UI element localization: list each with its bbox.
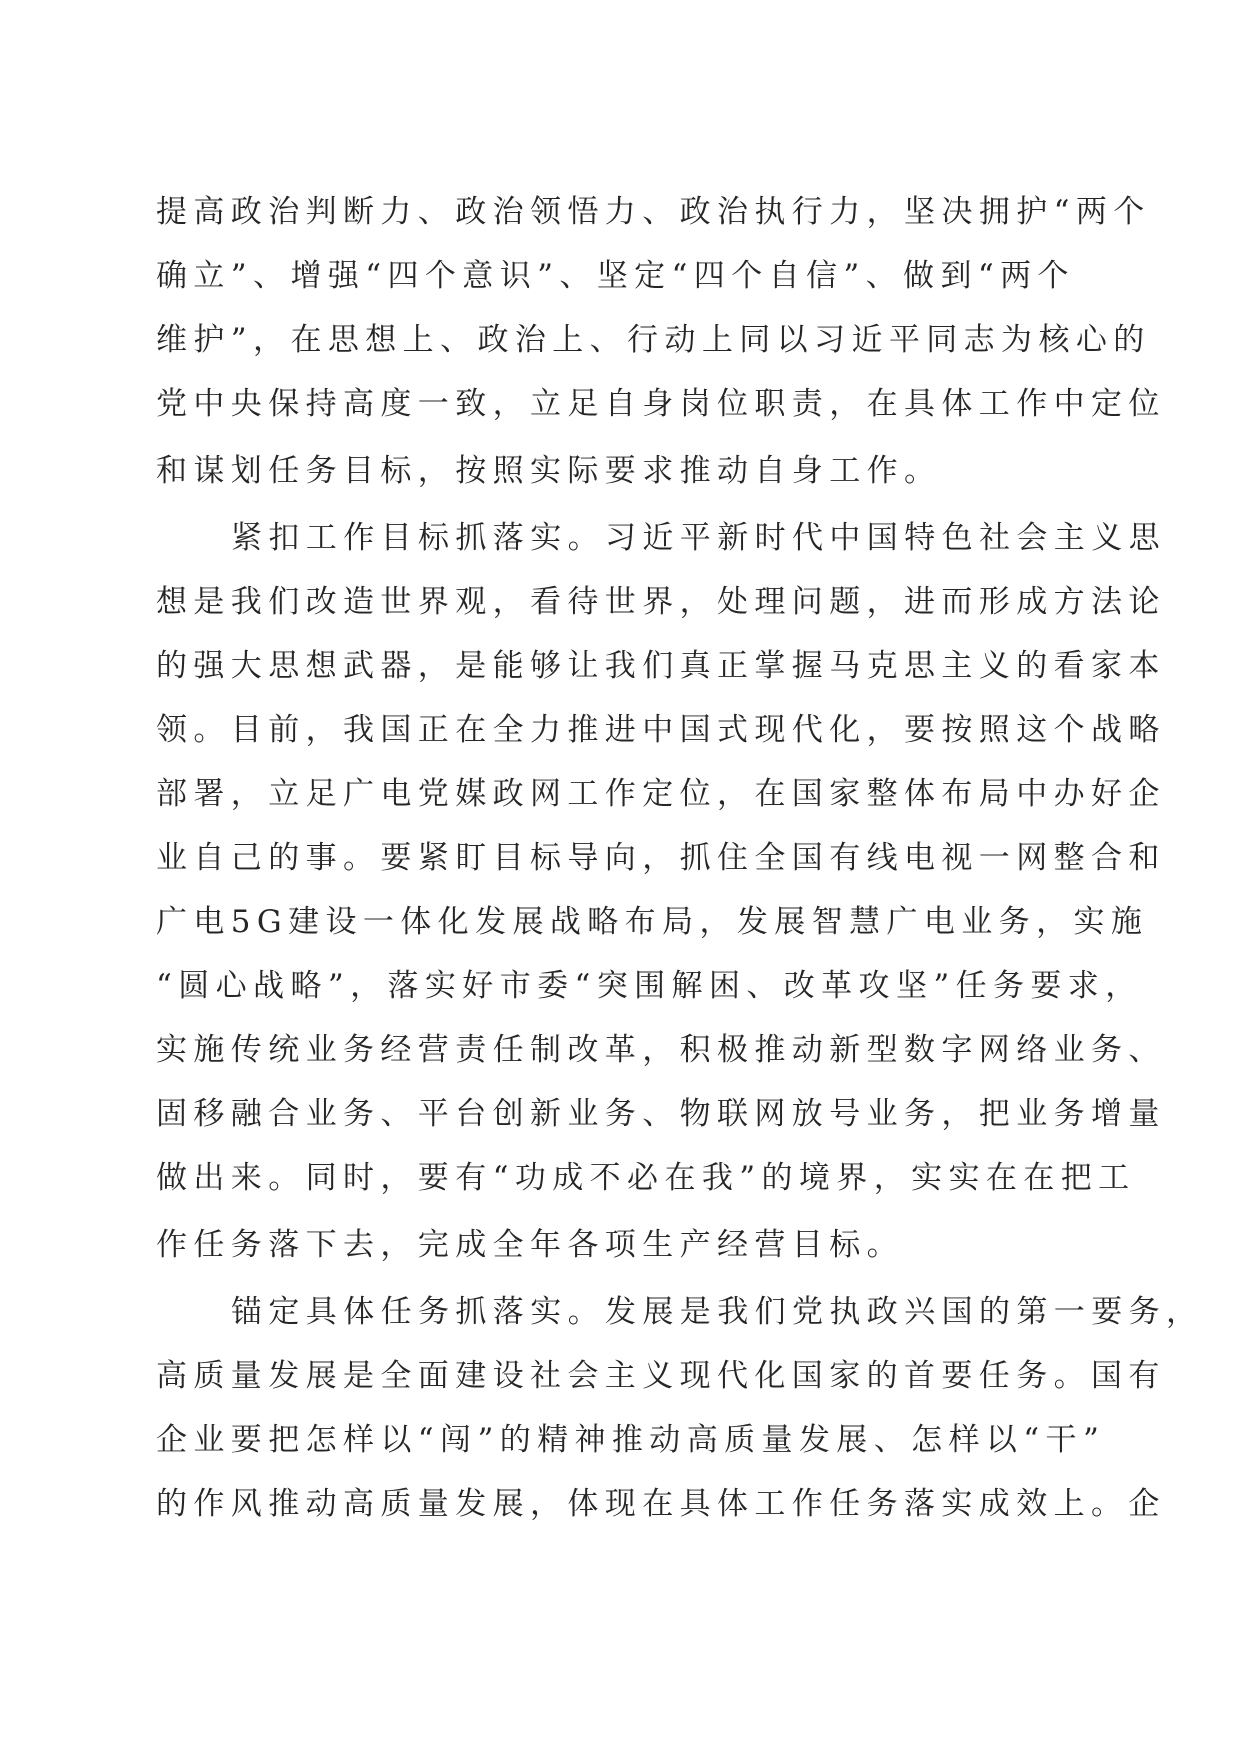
text-line: 广电5G建设一体化发展战略布局，发展智慧广电业务，实施 [156,904,1149,940]
text-line: 业自己的事。要紧盯目标导向，抓住全国有线电视一网整合和 [156,840,1166,876]
text-line: 部署，立足广电党媒政网工作定位，在国家整体布局中办好企 [156,776,1166,812]
text-line: 做出来。同时，要有“功成不必在我”的境界，实实在在把工 [156,1160,1136,1196]
text-line: 实施传统业务经营责任制改革，积极推动新型数字网络业务、 [156,1032,1166,1068]
paragraph-1 [156,180,1166,506]
text-line: 紧扣工作目标抓落实。习近平新时代中国特色社会主义思 [231,520,1166,556]
paragraph-3 [156,1280,1204,1536]
text-line: 想是我们改造世界观，看待世界，处理问题，进而形成方法论 [156,584,1166,620]
text-line: 领。目前，我国正在全力推进中国式现代化，要按照这个战略 [156,712,1166,748]
document-body [156,180,1204,1536]
text-line: 确立”、增强“四个意识”、坚定“四个自信”、做到“两个 [156,258,1075,294]
text-line: “圆心战略”，落实好市委“突围解困、改革攻坚”任务要求， [156,968,1143,1004]
text-line: 党中央保持高度一致，立足自身岗位职责，在具体工作中定位 [156,386,1166,422]
text-line: 提高政治判断力、政治领悟力、政治执行力，坚决拥护“两个 [156,194,1151,230]
text-line: 企业要把怎样以“闯”的精神推动高质量发展、怎样以“干” [156,1422,1106,1458]
text-line: 的作风推动高质量发展，体现在具体工作任务落实成效上。企 [156,1486,1166,1522]
text-line: 作任务落下去，完成全年各项生产经营目标。 [156,1227,904,1263]
text-line: 固移融合业务、平台创新业务、物联网放号业务，把业务增量 [156,1096,1166,1132]
text-line: 锚定具体任务抓落实。发展是我们党执政兴国的第一要务， [231,1294,1204,1330]
paragraph-2 [156,506,1166,1280]
text-line: 的强大思想武器，是能够让我们真正掌握马克思主义的看家本 [156,648,1166,684]
text-line: 维护”，在思想上、政治上、行动上同以习近平同志为核心的 [156,322,1151,358]
text-line: 高质量发展是全面建设社会主义现代化国家的首要任务。国有 [156,1358,1166,1394]
text-line: 和谋划任务目标，按照实际要求推动自身工作。 [156,453,942,489]
